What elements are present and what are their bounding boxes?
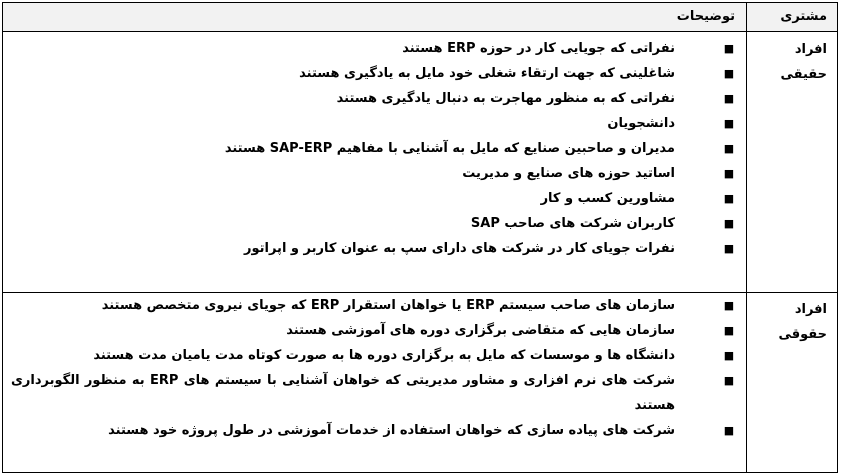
legal-entities-list: [11, 293, 735, 443]
list-item: ■ سازمان هایی که متقاضی برگزاری دوره های آموزشی هستند: [11, 318, 735, 343]
list-item: ■ نفرات جویای کار در شرکت های دارای سپ به عنوان کاربر و اپراتور: [11, 236, 735, 261]
customer-label: افراد: [794, 42, 827, 57]
square-bullet-icon: ■: [723, 167, 735, 180]
customer-label: افراد: [794, 302, 827, 317]
customer-cell-individuals: [752, 37, 827, 87]
square-bullet-icon: ■: [723, 217, 735, 230]
square-bullet-icon: ■: [723, 424, 735, 437]
individuals-list: [11, 36, 735, 261]
list-item: ■ مدیران و صاحبین صنایع که مایل به آشنایی با مفاهیم SAP-ERP هستند: [11, 136, 735, 161]
square-bullet-icon: ■: [723, 67, 735, 80]
column-divider: [746, 3, 747, 472]
square-bullet-icon: ■: [723, 92, 735, 105]
list-item: ■ شرکت های پیاده سازی که خواهان استفاده از خدمات آموزشی در طول پروژه خود هستند: [11, 418, 735, 443]
square-bullet-icon: ■: [723, 142, 735, 155]
list-item: ■ نفراتی که جویایی کار در حوزه ERP هستند: [11, 36, 735, 61]
header-description: توضیحات: [676, 9, 735, 24]
list-item: ■ سازمان های صاحب سیستم ERP یا خواهان استقرار ERP که جویای نیروی متخصص هستند: [11, 293, 735, 318]
header-customer: مشتری: [780, 9, 827, 24]
square-bullet-icon: ■: [723, 242, 735, 255]
square-bullet-icon: ■: [723, 192, 735, 205]
list-item: ■ کاربران شرکت های صاحب SAP: [11, 211, 735, 236]
square-bullet-icon: ■: [723, 349, 735, 362]
list-item: ■ نفراتی که به منظور مهاجرت به دنبال یادگیری هستند: [11, 86, 735, 111]
list-item: ■ مشاورین کسب و کار: [11, 186, 735, 211]
customer-cell-legal-entities: [752, 297, 827, 347]
audience-table: [2, 2, 838, 473]
square-bullet-icon: ■: [723, 324, 735, 337]
list-item: ■ شاغلینی که جهت ارتقاء شغلی خود مایل به یادگیری هستند: [11, 61, 735, 86]
customer-label: حقوقی: [778, 327, 827, 342]
customer-label: حقیقی: [780, 67, 827, 82]
square-bullet-icon: ■: [723, 117, 735, 130]
list-item: ■ دانشجویان: [11, 111, 735, 136]
square-bullet-icon: ■: [723, 299, 735, 312]
square-bullet-icon: ■: [723, 42, 735, 55]
list-item: ■ اساتید حوزه های صنایع و مدیریت: [11, 161, 735, 186]
square-bullet-icon: ■: [723, 374, 735, 387]
list-item: ■ شرکت های نرم افزاری و مشاور مدیریتی که خواهان آشنایی با سیستم های ERP به منظور الگوبرداری هستند: [11, 368, 735, 418]
list-item: ■ دانشگاه ها و موسسات که مایل به برگزاری دوره ها به صورت کوتاه مدت یامیان مدت هستند: [11, 343, 735, 368]
